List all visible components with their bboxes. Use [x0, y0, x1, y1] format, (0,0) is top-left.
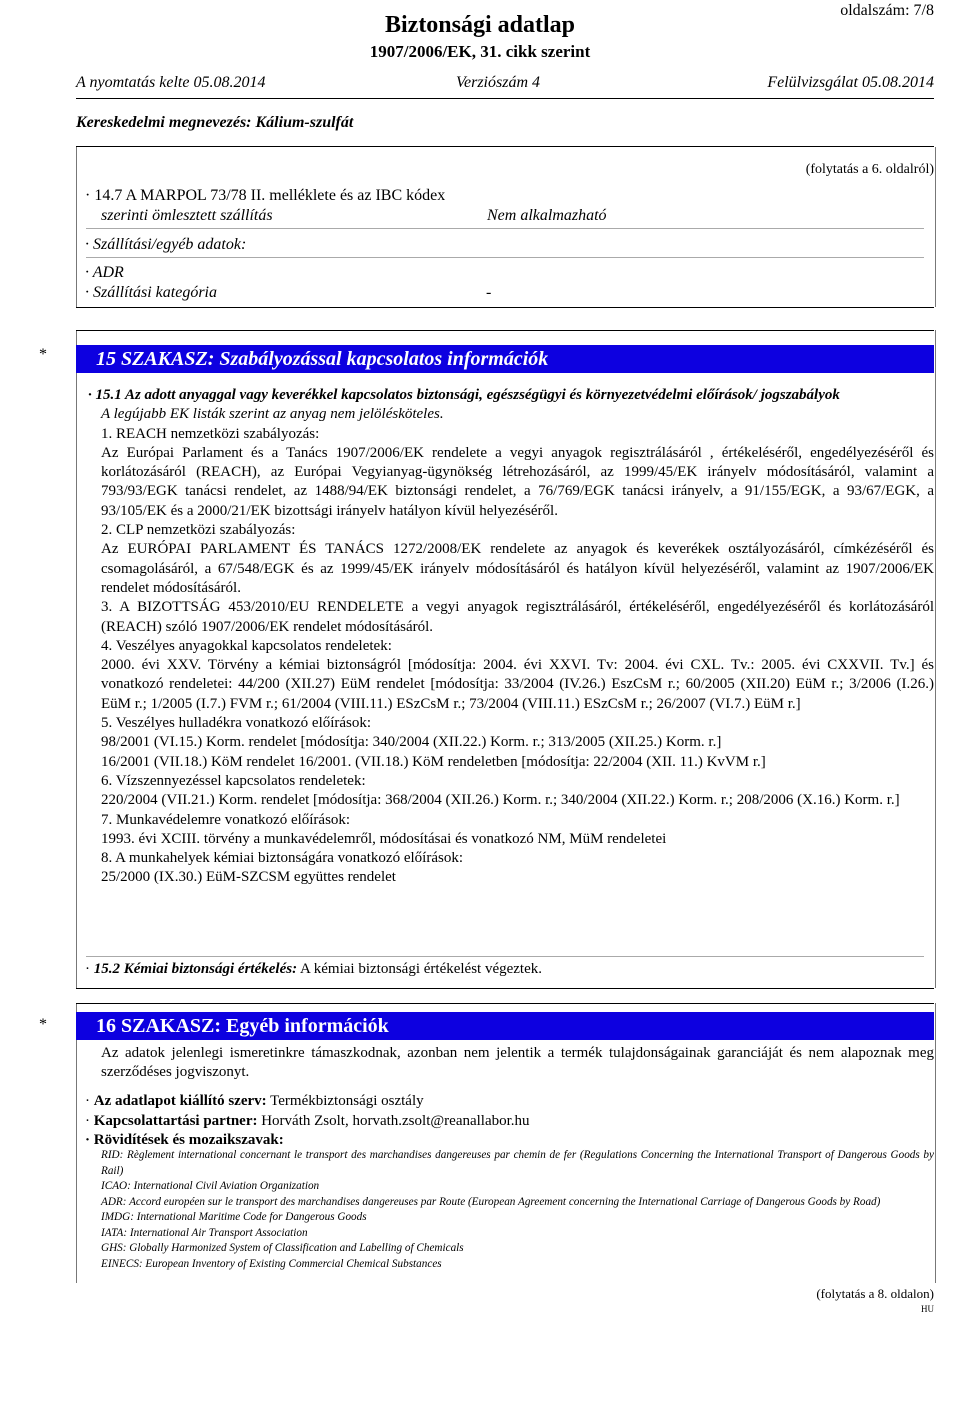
issuer-label: Az adatlapot kiállító szerv: [93, 1093, 267, 1109]
contact-line [85, 1112, 530, 1131]
issuer-value: Termékbiztonsági osztály [270, 1093, 424, 1109]
abbr-rid: RID: Règlement international concernant le transport des marchandises dangereuses par chemin de fer (Regulations Concerning the International Transport of Dangerous Goods by Rail) [101, 1149, 934, 1177]
abbreviations-list [101, 1148, 934, 1272]
regulation-5-text-a: 98/2001 (VI.15.) Korm. rendelet [módosítja: 340/2004 (XII.22.) Korm. r.; 313/2005 (XII.25.) Korm. r.] [101, 734, 722, 751]
abbr-imdg: IMDG: International Maritime Code for Dangerous Goods [101, 1211, 367, 1223]
transport-box-bottom [76, 307, 934, 308]
regulation-7-heading: 7. Munkavédelemre vonatkozó előírások: [101, 811, 351, 828]
abbr-einecs: EINECS: European Inventory of Existing Commercial Chemical Substances [101, 1257, 442, 1270]
regulation-8-heading: 8. A munkahelyek kémiai biztonságára vonatkozó előírások: [101, 850, 463, 867]
print-date: A nyomtatás kelte 05.08.2014 [76, 74, 266, 91]
trade-name: Kereskedelmi megnevezés: Kálium-szulfát [76, 114, 354, 131]
section16-title: 16 SZAKASZ: Egyéb információk [76, 1012, 934, 1040]
regulation-4-heading: 4. Veszélyes anyagokkal kapcsolatos rendeletek: [101, 637, 392, 654]
section15-bottom [76, 988, 934, 989]
continued-on: (folytatás a 8. oldalon) [816, 1286, 934, 1301]
abbr-ghs: GHS: Globally Harmonized System of Classification and Labelling of Chemicals [101, 1242, 464, 1254]
abbreviations-label: · Rövidítések és mozaikszavak: [85, 1131, 284, 1150]
document-subtitle: 1907/2006/EK, 31. cikk szerint [369, 42, 591, 61]
section15-top [76, 330, 934, 331]
section-15-2-text: A kémiai biztonsági értékelést végeztek. [300, 961, 543, 977]
other-data-label: · Szállítási/egyéb adatok: [85, 235, 246, 254]
section16-intro: Az adatok jelenlegi ismeretinkre támaszkodnak, azonban nem jelentik a termék tulajdonságainak garanciáját és nem alapoznak meg szerződéses jogviszonyt. [101, 1045, 934, 1081]
contact-value: Horváth Zsolt, horvath.zsolt@reanallabor.hu [261, 1113, 530, 1129]
section16-change-marker: * [39, 1016, 47, 1033]
section-15-2 [85, 960, 542, 979]
section15-2-divider [86, 956, 924, 957]
section-15-1-text: A legújabb EK listák szerint az anyag nem jelölésköteles. [101, 406, 444, 423]
continued-from: (folytatás a 6. oldalról) [805, 162, 934, 177]
section15-title: 15 SZAKASZ: Szabályozással kapcsolatos információk [76, 345, 934, 373]
regulation-7-text: 1993. évi XCIII. törvény a munkavédelemről, módosításai és vonatkozó NM, MüM rendeletei [101, 830, 667, 847]
version-number: Verziószám 4 [456, 74, 541, 91]
regulation-5-text-b: 16/2001 (VII.18.) KöM rendelet 16/2001. (VII.18.) KöM rendeletben [módosítja: 22/2004 (XII. 11.) KvVM r.] [101, 753, 766, 770]
transport-category-value: - [486, 284, 492, 301]
abbr-adr: ADR: Accord européen sur le transport des marchandises dangereuses par Route (European Agreement concerning the International Carriage of Dangerous Goods by Road) [101, 1195, 881, 1208]
issuer-line [85, 1092, 424, 1111]
regulation-4-text: 2000. évi XXV. Törvény a kémiai biztonságról [módosítja: 2004. évi XXVI. Tv: 2004. évi CXL. Tv.: 2005. évi CXXVII. Tv.] és vonatkozó rendeletei: 44/200 (XII.27) EüM rendelet [módosítja: 33/2004 (IV.26.) EszCsM r.; 60/2005 (XII.20) EüM r.; 3/2006 (I.26.) EüM r.; 1/2005 (I.7.) FVM r.; 61/2004 (VIII.11.) ESzCsM r.; 73/2004 (VIII.11.) ESzCsM r.; 26/2007 (VI.7.) EüM r.] [101, 657, 934, 712]
regulation-8-text: 25/2000 (IX.30.) EüM-SZCSM együttes rendelet [101, 869, 396, 886]
section15-body [95, 386, 934, 888]
section16-top [76, 1003, 934, 1004]
regulation-2-heading: 2. CLP nemzetközi szabályozás: [101, 522, 296, 539]
regulation-3-text: 3. A BIZOTTSÁG 453/2010/EU RENDELETE a vegyi anyagok regisztrálásáról, értékeléséről, engedélyezéséről és korlátozásáról (REACH) szóló 1907/2006/EK rendelet módosításáról. [101, 599, 934, 635]
section15-change-marker: * [39, 346, 47, 363]
transport-category-label: · Szállítási kategória [85, 283, 217, 302]
header-divider [76, 98, 934, 99]
section-15-1-title: · 15.1 Az adott anyaggal vagy keverékkel kapcsolatos biztonsági, egészségügyi és környezetvédelmi előírások/ jogszabályok [101, 386, 934, 405]
marpol-line-2: szerinti ömlesztett szállítás [101, 207, 273, 224]
section-15-2-label: 15.2 Kémiai biztonsági értékelés: [93, 961, 298, 977]
regulation-6-text: 220/2004 (VII.21.) Korm. rendelet [módosítja: 368/2004 (XII.26.) Korm. r.; 340/2004 (XII.22.) Korm. r.; 208/2006 (X.16.) Korm. r.] [101, 792, 900, 809]
regulation-5-heading: 5. Veszélyes hulladékra vonatkozó előírások: [101, 715, 372, 732]
document-title: Biztonsági adatlap [384, 12, 576, 38]
regulation-2-text: Az EURÓPAI PARLAMENT ÉS TANÁCS 1272/2008/EK rendelete az anyagok és keverékek osztályozásáról, címkézéséről és csomagolásáról, a 67/548/EGK és az 1999/45/EK irányelv módosításáról és hatályon kívül helyezéséről, valamint az 1907/2006/EK rendelet módosításáról. [101, 541, 934, 596]
page-number: oldalszám: 7/8 [840, 2, 934, 19]
regulation-1-text: Az Európai Parlament és a Tanács 1907/2006/EK rendelete a vegyi anyagok regisztrálásáról , értékeléséről, engedélyezéséről és korlátozásáról (REACH), az Európai Vegyianyag-ügynökség létrehozásáról, az 1999/45/EK irányelv módosításáról, valamint a 793/93/EGK tanácsi rendelet, az 1488/94/EK biztonsági rendelet, a 76/769/EGK tanácsi irányelv, a 91/155/EGK, a 93/67/EGK, a 93/105/EK és a 2000/21/EK bizottsági irányelv hatályon kívül helyezéséről. [101, 444, 934, 519]
marpol-divider [86, 228, 924, 229]
language-code: HU [921, 1304, 934, 1314]
adr-label: · ADR [85, 263, 124, 282]
regulation-6-heading: 6. Vízszennyezéssel kapcsolatos rendeletek: [101, 772, 366, 789]
marpol-value: Nem alkalmazható [487, 207, 607, 224]
abbr-iata: IATA: International Air Transport Association [101, 1226, 308, 1239]
other-divider [86, 257, 924, 258]
contact-label: Kapcsolattartási partner: [93, 1113, 258, 1129]
abbr-icao: ICAO: International Civil Aviation Organization [101, 1180, 320, 1192]
revision-date: Felülvizsgálat 05.08.2014 [767, 74, 934, 91]
marpol-line-1: · 14.7 A MARPOL 73/78 II. melléklete és az IBC kódex [85, 186, 445, 205]
regulation-1-heading: 1. REACH nemzetközi szabályozás: [101, 425, 320, 442]
